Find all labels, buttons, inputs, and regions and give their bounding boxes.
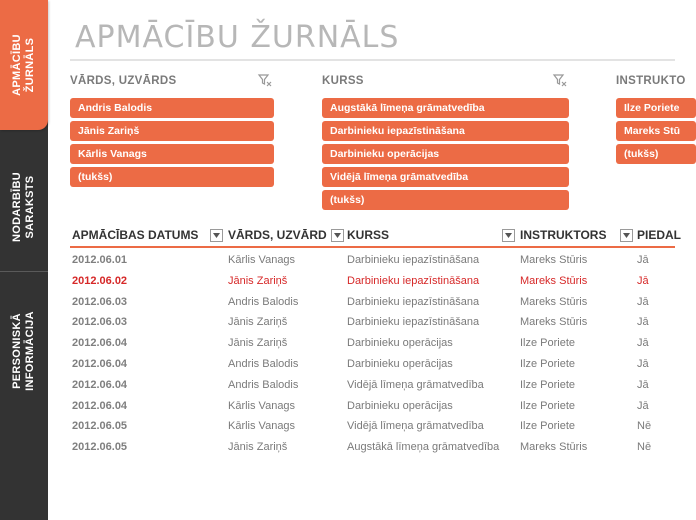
cell-instructor: Ilze Poriete [520, 378, 576, 391]
column-header-attended: PIEDAL [637, 228, 682, 242]
table-row[interactable] [70, 396, 675, 417]
slicer-item[interactable]: (tukšs) [616, 144, 696, 164]
table-row[interactable] [70, 333, 675, 354]
tab-label: APMĀCĪBU ŽURNĀLS [11, 34, 36, 96]
cell-name: Jānis Zariņš [228, 337, 288, 350]
table-row[interactable] [70, 271, 675, 292]
cell-instructor: Ilze Poriete [520, 337, 576, 350]
cell-attended: Jā [637, 399, 649, 412]
column-header-instructor: INSTRUKTORS [520, 228, 607, 242]
cell-instructor: Ilze Poriete [520, 420, 576, 433]
cell-date: 2012.06.03 [72, 316, 128, 329]
cell-attended: Nē [637, 441, 652, 454]
cell-name: Jānis Zariņš [228, 441, 288, 454]
table-row[interactable] [70, 437, 675, 458]
cell-course: Darbinieku iepazīstināšana [347, 274, 480, 287]
cell-date: 2012.06.04 [72, 378, 128, 391]
cell-name: Kārlis Vanags [228, 399, 296, 412]
slicer-item[interactable]: Kārlis Vanags [70, 144, 274, 164]
filter-dropdown-icon[interactable] [620, 229, 633, 242]
table-row[interactable] [70, 312, 675, 333]
slicer-course [322, 70, 570, 206]
clear-filter-icon[interactable] [552, 72, 568, 88]
cell-name: Andris Balodis [228, 295, 299, 308]
cell-attended: Jā [637, 378, 649, 391]
slicer-item[interactable]: Darbinieku operācijas [322, 144, 569, 164]
slicer-item[interactable]: (tukšs) [322, 190, 569, 210]
tab-label: PERSONISKĀ INFORMĀCIJA [11, 311, 37, 391]
slicer-item[interactable]: Jānis Zariņš [70, 121, 274, 141]
cell-name: Andris Balodis [228, 357, 299, 370]
slicer-item[interactable]: Mareks Stū [616, 121, 696, 141]
column-header-name: VĀRDS, UZVĀRD [228, 228, 327, 242]
cell-instructor: Ilze Poriete [520, 399, 576, 412]
cell-attended: Jā [637, 295, 649, 308]
page-title: APMĀCĪBU ŽURNĀLS [75, 20, 400, 55]
cell-attended: Nē [637, 420, 652, 433]
cell-attended: Jā [637, 316, 649, 329]
slicer-title: KURSS [322, 75, 364, 87]
cell-course: Vidējā līmeņa grāmatvedība [347, 378, 484, 391]
tab-nodarbibu-saraksts[interactable] [0, 143, 48, 272]
slicer-item[interactable]: Ilze Poriete [616, 98, 696, 118]
cell-date: 2012.06.03 [72, 295, 128, 308]
table-row[interactable] [70, 354, 675, 375]
filter-dropdown-icon[interactable] [210, 229, 223, 242]
slicer-item[interactable]: Augstākā līmeņa grāmatvedība [322, 98, 569, 118]
cell-date: 2012.06.04 [72, 399, 128, 412]
title-divider [70, 59, 675, 61]
table-header [70, 226, 682, 248]
cell-name: Andris Balodis [228, 378, 299, 391]
cell-name: Kārlis Vanags [228, 254, 296, 266]
cell-attended: Jā [637, 337, 649, 350]
cell-course: Vidējā līmeņa grāmatvedība [347, 420, 484, 433]
sidebar [0, 0, 48, 520]
tab-label: NODARBĪBU SARAKSTS [11, 172, 37, 242]
table-row[interactable] [70, 375, 675, 396]
filter-dropdown-icon[interactable] [502, 229, 515, 242]
cell-course: Darbinieku iepazīstināšana [347, 316, 480, 329]
slicer-instructor [616, 70, 686, 190]
slicer-item[interactable]: Darbinieku iepazīstināšana [322, 121, 569, 141]
tab-apmacibu-zurnals[interactable] [0, 0, 48, 130]
table-row[interactable] [70, 292, 675, 313]
cell-date: 2012.06.05 [72, 420, 128, 433]
slicer-item[interactable]: Vidējā līmeņa grāmatvedība [322, 167, 569, 187]
cell-course: Darbinieku operācijas [347, 357, 453, 370]
cell-attended: Jā [637, 357, 649, 370]
cell-date: 2012.06.04 [72, 357, 128, 370]
cell-attended: Jā [637, 274, 649, 287]
cell-instructor: Mareks Stūris [520, 441, 588, 454]
filter-dropdown-icon[interactable] [331, 229, 344, 242]
cell-course: Darbinieku iepazīstināšana [347, 295, 480, 308]
cell-instructor: Mareks Stūris [520, 274, 588, 287]
tab-personiska-informacija[interactable] [0, 281, 48, 421]
cell-instructor: Ilze Poriete [520, 357, 576, 370]
cell-instructor: Mareks Stūris [520, 316, 588, 329]
cell-course: Darbinieku operācijas [347, 399, 453, 412]
clear-filter-icon[interactable] [257, 72, 273, 88]
cell-date: 2012.06.04 [72, 337, 128, 350]
slicer-title: VĀRDS, UZVĀRDS [70, 75, 177, 87]
cell-name: Jānis Zariņš [228, 274, 288, 287]
cell-course: Darbinieku operācijas [347, 337, 453, 350]
cell-attended: Jā [637, 254, 649, 266]
cell-instructor: Mareks Stūris [520, 254, 588, 266]
cell-date: 2012.06.05 [72, 441, 128, 454]
cell-date: 2012.06.02 [72, 274, 128, 287]
table-row[interactable] [70, 250, 675, 271]
column-header-date: APMĀCĪBAS DATUMS [72, 228, 199, 242]
cell-name: Jānis Zariņš [228, 316, 288, 329]
cell-date: 2012.06.01 [72, 254, 128, 266]
cell-name: Kārlis Vanags [228, 420, 296, 433]
cell-instructor: Mareks Stūris [520, 295, 588, 308]
table-row[interactable] [70, 416, 675, 437]
cell-course: Darbinieku iepazīstināšana [347, 254, 480, 266]
training-log-table [70, 226, 682, 458]
cell-course: Augstākā līmeņa grāmatvedība [347, 441, 500, 454]
column-header-course: KURSS [347, 228, 390, 242]
table-body [70, 250, 675, 458]
slicer-title: INSTRUKTO [616, 75, 686, 87]
slicer-name [70, 70, 275, 183]
slicer-item[interactable]: (tukšs) [70, 167, 274, 187]
slicer-item[interactable]: Andris Balodis [70, 98, 274, 118]
